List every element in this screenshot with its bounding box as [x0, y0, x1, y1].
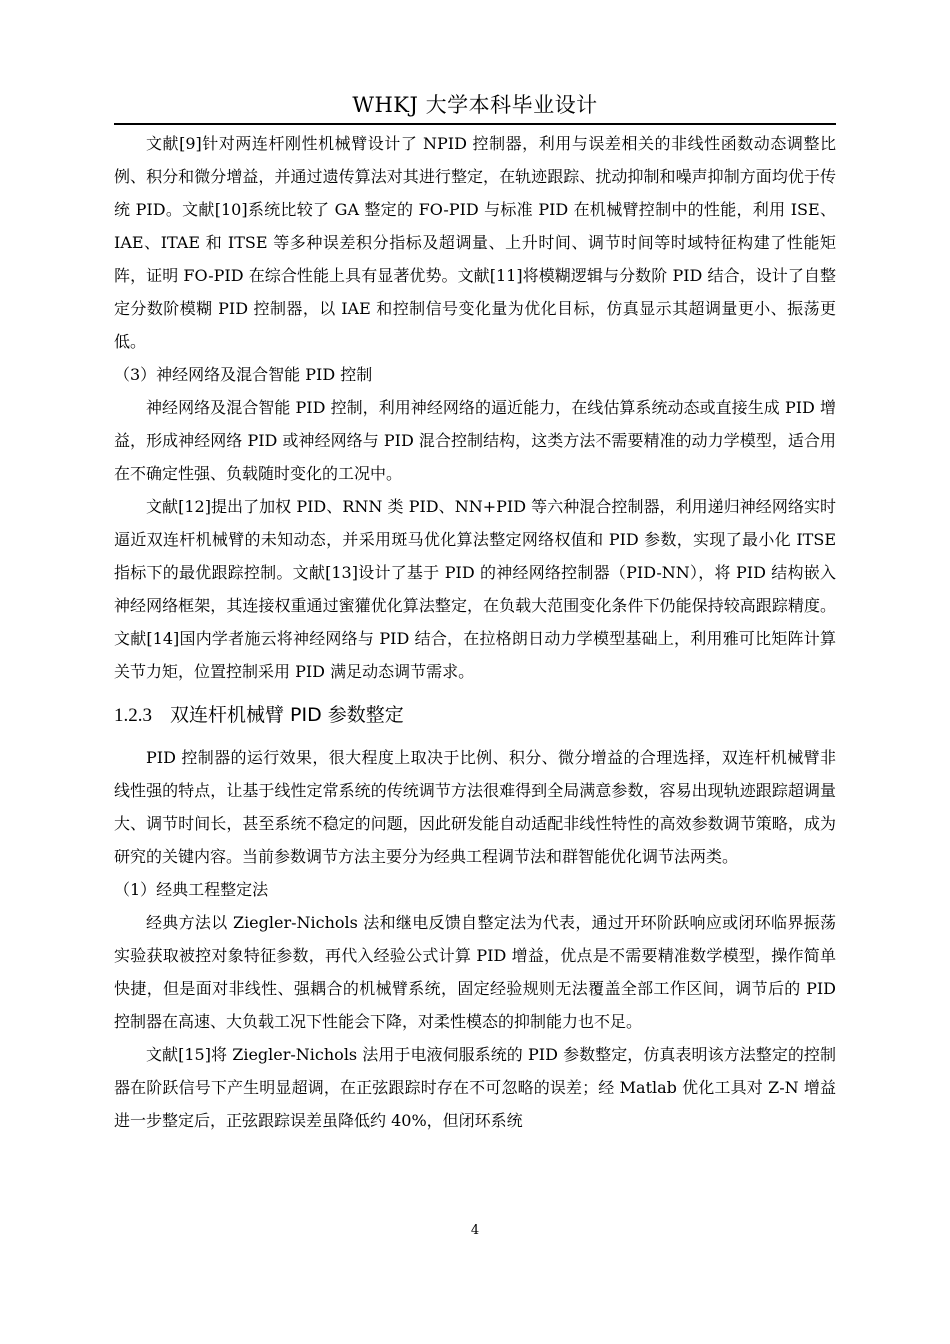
section-title: 双连杆机械臂 PID 参数整定 [170, 704, 404, 726]
list-item-neural-pid: （3）神经网络及混合智能 PID 控制 [114, 365, 373, 384]
page-header-title: WHKJ 大学本科毕业设计 [352, 93, 598, 117]
page-body [114, 127, 836, 1137]
paragraph-classic-methods: 经典方法以 Ziegler-Nichols 法和继电反馈自整定法为代表，通过开环阶跃响应或闭环临界振荡实验获取被控对象特征参数，再代入经验公式计算 PID 增益，优点是不需要精准数学模型，操作简单快捷，但是面对非线性、强耦合的机械臂系统，固定经验规则无法覆盖全部工作区间，调节后的 PID 控制器在高速、大负载工况下性能会下降，对柔性模态的抑制能力也不足。 [114, 913, 836, 1031]
paragraph-ref-15: 文献[15]将 Ziegler-Nichols 法用于电液伺服系统的 PID 参数整定，仿真表明该方法整定的控制器在阶跃信号下产生明显超调，在正弦跟踪时存在不可忽略的误差；经 Matlab 优化工具对 Z-N 增益进一步整定后，正弦跟踪误差虽降低约 40%，但闭环系统 [114, 1045, 836, 1130]
section-number: 1.2.3 [114, 705, 152, 726]
list-item-classic-tuning: （1）经典工程整定法 [114, 880, 269, 899]
section-heading [114, 698, 836, 733]
paragraph-pid-tuning-intro: PID 控制器的运行效果，很大程度上取决于比例、积分、微分增益的合理选择，双连杆机械臂非线性强的特点，让基于线性定常系统的传统调节方法很难得到全局满意参数，容易出现轨迹跟踪超调量大、调节时间长，甚至系统不稳定的问题，因此研发能自动适配非线性特性的高效参数调节策略，成为研究的关键内容。当前参数调节方法主要分为经典工程调节法和群智能优化调节法两类。 [114, 748, 836, 866]
page-number: 4 [470, 1223, 480, 1238]
paragraph-ref-12-14: 文献[12]提出了加权 PID、RNN 类 PID、NN+PID 等六种混合控制器，利用递归神经网络实时逼近双连杆机械臂的未知动态，并采用斑马优化算法整定网络权值和 PID 参数，实现了最小化 ITSE 指标下的最优跟踪控制。文献[13]设计了基于 PID 的神经网络控制器（PID-NN），将 PID 结构嵌入神经网络框架，其连接权重通过蜜獾优化算法整定，在负载大范围变化条件下仍能保持较高跟踪精度。文献[14]国内学者施云将神经网络与 PID 结合，在拉格朗日动力学模型基础上，利用雅可比矩阵计算关节力矩，位置控制采用 PID 满足动态调节需求。 [114, 497, 836, 681]
header-divider [114, 123, 836, 125]
paragraph-ref-9-11: 文献[9]针对两连杆刚性机械臂设计了 NPID 控制器，利用与误差相关的非线性函数动态调整比例、积分和微分增益，并通过遗传算法对其进行整定，在轨迹跟踪、扰动抑制和噪声抑制方面均优于传统 PID。文献[10]系统比较了 GA 整定的 FO-PID 与标准 PID 在机械臂控制中的性能，利用 ISE、IAE、ITAE 和 ITSE 等多种误差积分指标及超调量、上升时间、调节时间等时域特征构建了性能矩阵，证明 FO-PID 在综合性能上具有显著优势。文献[11]将模糊逻辑与分数阶 PID 结合，设计了自整定分数阶模糊 PID 控制器，以 IAE 和控制信号变化量为优化目标，仿真显示其超调量更小、振荡更低。 [114, 134, 836, 351]
paragraph-neural-pid-overview: 神经网络及混合智能 PID 控制，利用神经网络的逼近能力，在线估算系统动态或直接生成 PID 增益，形成神经网络 PID 或神经网络与 PID 混合控制结构，这类方法不需要精准的动力学模型，适合用在不确定性强、负载随时变化的工况中。 [114, 398, 836, 483]
